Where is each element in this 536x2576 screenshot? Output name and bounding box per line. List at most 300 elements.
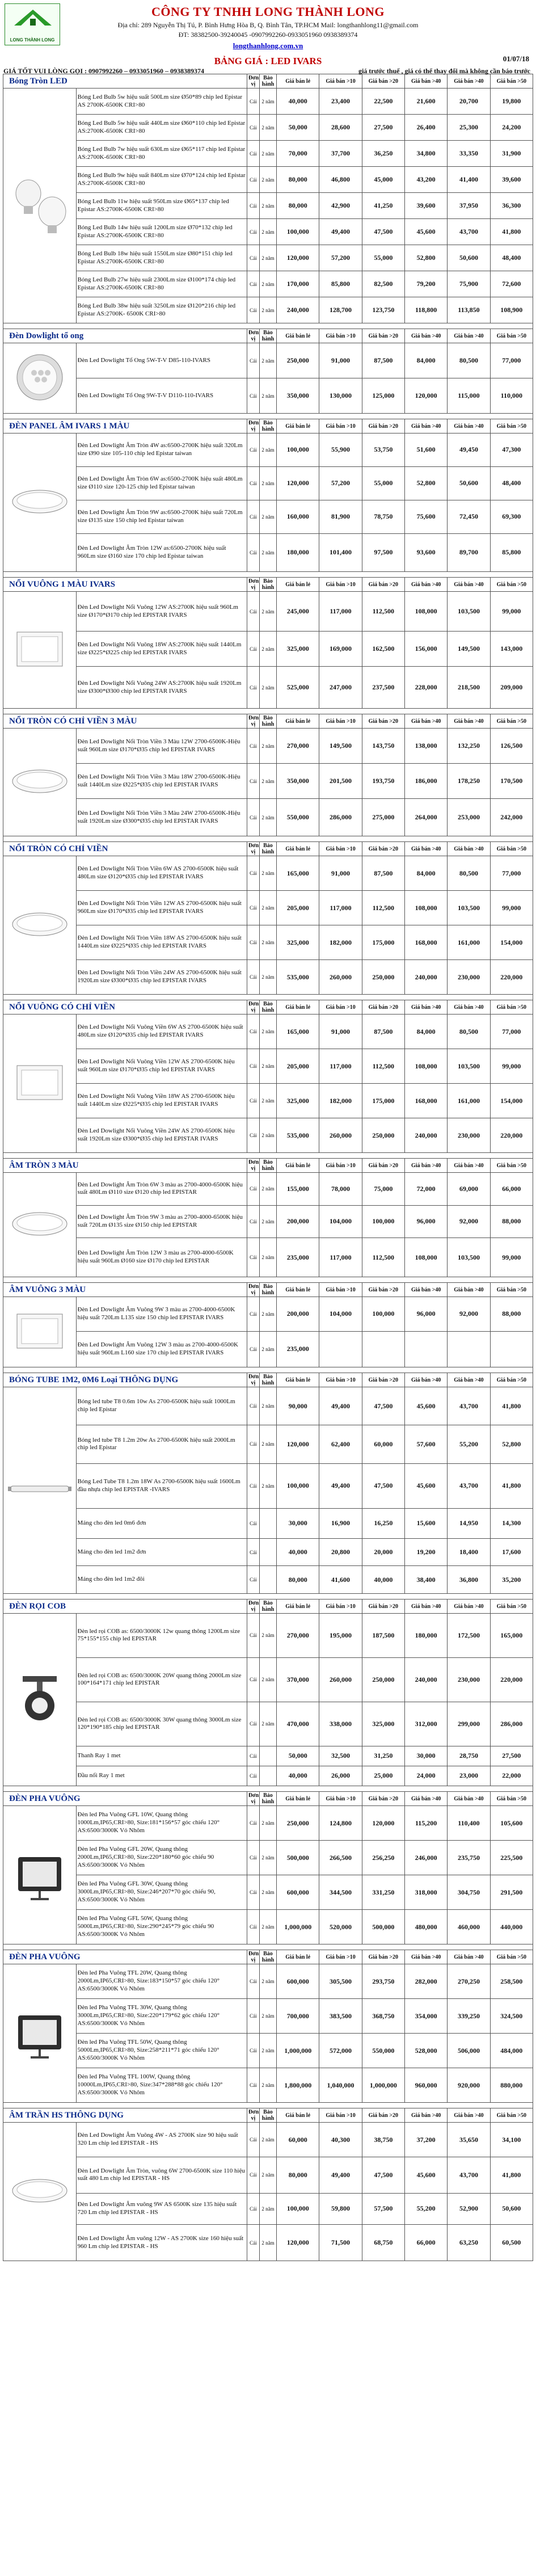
column-header-price-5: Giá bán >50 <box>490 1000 533 1015</box>
product-price: 165,000 <box>277 1015 319 1049</box>
product-price: 40,000 <box>277 1766 319 1786</box>
product-price: 160,000 <box>277 500 319 533</box>
product-warranty: 2 năm <box>259 1910 276 1944</box>
section-title: NỔI VUÔNG CÓ CHỈ VIỀN <box>3 1000 247 1015</box>
product-warranty: 2 năm <box>259 141 276 167</box>
product-unit: Cái <box>247 960 259 995</box>
product-price: 39,600 <box>404 193 447 219</box>
product-price: 69,000 <box>448 1173 490 1206</box>
product-row <box>3 1463 533 1508</box>
column-header-price-5: Giá bán >50 <box>490 1950 533 1964</box>
product-price: 23,400 <box>319 89 362 115</box>
product-warranty: 2 năm <box>259 1657 276 1702</box>
column-header-price-0: Giá bán lẻ <box>277 1792 319 1806</box>
product-unit: Cái <box>247 764 259 799</box>
round-panel-light-icon <box>6 1173 74 1275</box>
product-image-cell <box>3 729 77 836</box>
product-row <box>3 1746 533 1766</box>
product-price: 89,700 <box>448 533 490 571</box>
column-header-price-5: Giá bán >50 <box>490 1373 533 1387</box>
product-price: 45,600 <box>404 1387 447 1425</box>
product-row <box>3 1910 533 1944</box>
section-title: BÓNG TUBE 1M2, 0M6 Loại THÔNG DỤNG <box>3 1373 247 1387</box>
product-price: 209,000 <box>490 667 533 709</box>
product-price: 60,000 <box>277 2123 319 2157</box>
product-name: Đèn Led Dowlight Âm Tròn 9W 3 màu as 2700-4000-6500K hiệu suất 720Lm Ø135 size Ø150 chip led EPISTAR <box>76 1205 247 1238</box>
product-unit: Cái <box>247 891 259 925</box>
product-name: Đèn Led Dowlight Nổi Vuông Viền 24W AS 2700-6500K hiệu suất 1920Lm size Ø300*Ø35 chip led EPISTAR IVARS <box>76 1118 247 1153</box>
product-price: 1,000,000 <box>277 1910 319 1944</box>
product-price: 600,000 <box>277 1875 319 1910</box>
product-price: 21,600 <box>404 89 447 115</box>
column-header-price-3: Giá bán >40 <box>404 2108 447 2123</box>
product-row <box>3 1387 533 1425</box>
product-row <box>3 667 533 709</box>
product-row <box>3 764 533 799</box>
product-price: 51,600 <box>404 433 447 467</box>
product-price: 49,400 <box>319 1463 362 1508</box>
product-price: 59,800 <box>319 2193 362 2224</box>
house-roof-icon <box>13 9 53 28</box>
product-price: 1,040,000 <box>319 2068 362 2103</box>
spacer-cell <box>3 1367 533 1373</box>
product-price: 299,000 <box>448 1702 490 1746</box>
product-price: 312,000 <box>404 1702 447 1746</box>
spacer-cell <box>3 1594 533 1600</box>
product-warranty: 2 năm <box>259 1425 276 1463</box>
product-price: 66,000 <box>490 1173 533 1206</box>
product-price: 48,400 <box>490 245 533 271</box>
price-table <box>3 74 533 2261</box>
product-price: 123,750 <box>362 297 404 323</box>
product-price: 155,000 <box>277 1173 319 1206</box>
column-header-price-4: Giá bán >40 <box>448 2108 490 2123</box>
product-price: 79,200 <box>404 271 447 297</box>
product-row <box>3 1614 533 1658</box>
product-price: 161,000 <box>448 925 490 960</box>
column-header-price-1: Giá bán >10 <box>319 1373 362 1387</box>
column-header-price-0: Giá bán lẻ <box>277 74 319 89</box>
column-header-unit: Đơn vị <box>247 1159 259 1173</box>
product-price: 43,700 <box>448 1387 490 1425</box>
product-image-cell <box>3 343 77 414</box>
product-price: 120,000 <box>277 466 319 500</box>
product-price: 81,900 <box>319 500 362 533</box>
column-header-price-4: Giá bán >40 <box>448 1950 490 1964</box>
product-unit: Cái <box>247 433 259 467</box>
product-price: 260,000 <box>319 960 362 995</box>
product-price: 156,000 <box>404 632 447 667</box>
product-price: 22,500 <box>362 89 404 115</box>
led-tube-icon <box>6 1387 74 1592</box>
column-header-price-2: Giá bán >20 <box>362 1283 404 1297</box>
product-name: Bóng led tube T8 0.6m 10w As 2700-6500K hiệu suất 1000Lm chip led Epistar <box>76 1387 247 1425</box>
product-name: Đèn Led Dowlight Âm Tròn 9W as:6500-2700K hiệu suất 720Lm size Ø135 size 150 chip led Epistar taiwan <box>76 500 247 533</box>
product-price: 500,000 <box>277 1841 319 1875</box>
product-image-cell <box>3 433 77 572</box>
product-name: Đèn Led Dowlight Âm Tròn 4W as:6500-2700K hiệu suất 320Lm size Ø90 size 105-110 chip led Epistar taiwan <box>76 433 247 467</box>
product-price: 256,250 <box>362 1841 404 1875</box>
product-image-cell <box>3 1614 77 1786</box>
product-unit: Cái <box>247 1238 259 1277</box>
product-image-cell <box>3 1387 77 1594</box>
product-unit: Cái <box>247 1015 259 1049</box>
product-warranty: 2 năm <box>259 1964 276 1999</box>
column-header-price-4: Giá bán >40 <box>448 1600 490 1614</box>
product-name: Đèn Led Dowlight Nổi Tròn Viền 18W AS 2700-6500K hiệu suất 1440Lm size Ø225*Ø35 chip led EPISTAR IVARS <box>76 925 247 960</box>
column-header-warranty: Bảo hành <box>259 1159 276 1173</box>
product-price: 31,250 <box>362 1746 404 1766</box>
product-price: 550,000 <box>362 2034 404 2068</box>
round-panel-light-icon <box>6 2123 74 2259</box>
product-unit: Cái <box>247 500 259 533</box>
product-name: Đèn led Pha Vuông GFL 30W, Quang thông 3000Lm,IP65,CRI>80, Size:246*207*70 góc chiếu 90, AS:6500/3000K Vỏ Nhôm <box>76 1875 247 1910</box>
product-price: 92,000 <box>448 1205 490 1238</box>
product-price: 68,750 <box>362 2225 404 2261</box>
product-price: 40,000 <box>277 1538 319 1566</box>
product-name: Đèn Led Dowlight Tổ Ong 5W-T-V D85-110-IVARS <box>76 343 247 378</box>
product-unit: Cái <box>247 1702 259 1746</box>
column-header-price-4: Giá bán >40 <box>448 1373 490 1387</box>
product-unit: Cái <box>247 729 259 764</box>
product-warranty: 2 năm <box>259 1806 276 1841</box>
product-price: 36,800 <box>448 1566 490 1594</box>
product-price: 23,000 <box>448 1766 490 1786</box>
product-price: 52,800 <box>490 1425 533 1463</box>
section-spacer <box>3 1786 533 1792</box>
section-header-row <box>3 578 533 592</box>
product-price: 52,800 <box>404 245 447 271</box>
product-price: 528,000 <box>404 2034 447 2068</box>
product-price: 96,000 <box>404 1297 447 1332</box>
product-unit: Cái <box>247 592 259 632</box>
column-header-price-1: Giá bán >10 <box>319 1600 362 1614</box>
column-header-price-2: Giá bán >20 <box>362 2108 404 2123</box>
product-name: Đèn Led Dowlight Nổi Tròn Viền 3 Màu 18W 2700-6500K-Hiệu suất 1440Lm size Ø225*Ø35 chip led EPISTAR IVARS <box>76 764 247 799</box>
product-warranty: 2 năm <box>259 193 276 219</box>
product-warranty: 2 năm <box>259 1463 276 1508</box>
column-header-price-1: Giá bán >10 <box>319 1000 362 1015</box>
product-unit: Cái <box>247 1118 259 1153</box>
product-price: 50,600 <box>490 2193 533 2224</box>
product-price: 201,500 <box>319 764 362 799</box>
product-row <box>3 2068 533 2103</box>
column-header-price-5: Giá bán >50 <box>490 74 533 89</box>
product-price: 80,000 <box>277 167 319 193</box>
product-price: 126,500 <box>490 729 533 764</box>
product-price: 43,700 <box>448 219 490 245</box>
company-phones: ĐT: 38382500-39240045 -0907992260-0933051960 0938389374 <box>178 31 358 39</box>
product-price: 118,800 <box>404 297 447 323</box>
product-price: 53,750 <box>362 433 404 467</box>
product-price: 32,500 <box>319 1746 362 1766</box>
product-price: 230,000 <box>448 1118 490 1153</box>
product-row <box>3 1049 533 1084</box>
product-row <box>3 1538 533 1566</box>
product-price: 143,000 <box>490 632 533 667</box>
spacer-cell <box>3 1786 533 1792</box>
product-unit: Cái <box>247 1657 259 1702</box>
product-price: 112,500 <box>362 1238 404 1277</box>
product-image-cell <box>3 1297 77 1367</box>
product-price: 154,000 <box>490 925 533 960</box>
product-price: 24,000 <box>404 1766 447 1786</box>
product-warranty: 2 năm <box>259 343 276 378</box>
spacer-cell <box>3 323 533 329</box>
product-price: 1,000,000 <box>277 2034 319 2068</box>
column-header-price-4: Giá bán >40 <box>448 578 490 592</box>
column-header-warranty: Bảo hành <box>259 1000 276 1015</box>
product-price: 49,400 <box>319 1387 362 1425</box>
product-unit: Cái <box>247 167 259 193</box>
company-logo <box>5 3 60 45</box>
product-name: Đèn Led Dowlight Nổi Tròn Viền 12W AS 2700-6500K hiệu suất 960Lm size Ø170*Ø35 chip led EPISTAR IVARS <box>76 891 247 925</box>
column-header-price-3: Giá bán >40 <box>404 1600 447 1614</box>
column-header-unit: Đơn vị <box>247 419 259 433</box>
product-name: Đèn Led Dowlight Âm vuông 12W - AS 2700K size 160 hiệu suất 960 Lm chip led EPISTAR - HS <box>76 2225 247 2261</box>
product-price: 93,600 <box>404 533 447 571</box>
product-warranty: 2 năm <box>259 856 276 891</box>
product-row <box>3 167 533 193</box>
price-list-title: BẢNG GIÁ : LED IVARS <box>214 56 322 66</box>
product-price: 38,750 <box>362 2123 404 2157</box>
column-header-price-4: Giá bán >40 <box>448 1283 490 1297</box>
product-price: 132,250 <box>448 729 490 764</box>
product-name: Đèn Led Dowlight Âm Vuông 9W 3 màu as 2700-4000-6500K hiệu suất 720Lm L135 size 150 chip led EPISTAR IVARS <box>76 1297 247 1332</box>
column-header-price-3: Giá bán >40 <box>404 1950 447 1964</box>
product-price: 40,000 <box>362 1566 404 1594</box>
product-price: 240,000 <box>277 297 319 323</box>
product-row <box>3 533 533 571</box>
column-header-price-0: Giá bán lẻ <box>277 714 319 729</box>
honeycomb-downlight-icon <box>6 343 74 411</box>
product-unit: Cái <box>247 799 259 836</box>
product-price: 168,000 <box>404 1084 447 1118</box>
product-price: 108,900 <box>490 297 533 323</box>
product-warranty: 2 năm <box>259 1387 276 1425</box>
product-price: 225,500 <box>490 1841 533 1875</box>
product-row <box>3 729 533 764</box>
round-surface-light-icon <box>6 730 74 832</box>
product-price: 41,800 <box>490 219 533 245</box>
product-price: 282,000 <box>404 1964 447 1999</box>
product-price: 36,250 <box>362 141 404 167</box>
product-price: 117,000 <box>319 1238 362 1277</box>
product-price <box>404 1331 447 1367</box>
column-header-price-2: Giá bán >20 <box>362 419 404 433</box>
product-row <box>3 115 533 141</box>
product-row <box>3 219 533 245</box>
product-price: 506,000 <box>448 2034 490 2068</box>
product-row <box>3 1297 533 1332</box>
website-link[interactable]: longthanhlong.com.vn <box>233 41 303 50</box>
column-header-warranty: Bảo hành <box>259 1373 276 1387</box>
product-unit: Cái <box>247 1614 259 1658</box>
product-name: Bóng Led Bulb 18w hiệu suất 1550Lm size Ø80*151 chip led Epistar AS:2700K-6500K CRI>80 <box>76 245 247 271</box>
section-spacer <box>3 709 533 714</box>
product-warranty: 2 năm <box>259 297 276 323</box>
product-price: 84,000 <box>404 343 447 378</box>
product-price: 27,500 <box>362 115 404 141</box>
column-header-price-2: Giá bán >20 <box>362 1792 404 1806</box>
product-warranty: 2 năm <box>259 925 276 960</box>
product-name: Đèn Led Dowlight Âm Tròn 12W as:6500-2700K hiệu suất 960Lm size Ø160 size 170 chip led Epistar taiwan <box>76 533 247 571</box>
product-price: 71,500 <box>319 2225 362 2261</box>
product-price: 35,650 <box>448 2123 490 2157</box>
product-unit: Cái <box>247 2123 259 2157</box>
product-price: 103,500 <box>448 891 490 925</box>
product-unit: Cái <box>247 297 259 323</box>
column-header-price-4: Giá bán >40 <box>448 74 490 89</box>
column-header-unit: Đơn vị <box>247 1600 259 1614</box>
section-title: NỔI TRÒN CÓ CHỈ VIỀN 3 MÀU <box>3 714 247 729</box>
column-header-warranty: Bảo hành <box>259 1792 276 1806</box>
product-price: 80,000 <box>277 1566 319 1594</box>
product-price: 293,750 <box>362 1964 404 1999</box>
product-price: 193,750 <box>362 764 404 799</box>
product-price: 26,000 <box>319 1766 362 1786</box>
product-warranty: 2 năm <box>259 1875 276 1910</box>
spacer-cell <box>3 1277 533 1283</box>
product-price: 535,000 <box>277 960 319 995</box>
column-header-price-2: Giá bán >20 <box>362 1600 404 1614</box>
product-price: 250,000 <box>277 343 319 378</box>
product-price: 45,000 <box>362 167 404 193</box>
product-row <box>3 193 533 219</box>
column-header-price-4: Giá bán >40 <box>448 1159 490 1173</box>
product-row <box>3 466 533 500</box>
column-header-price-1: Giá bán >10 <box>319 714 362 729</box>
product-unit: Cái <box>247 1875 259 1910</box>
product-price: 28,600 <box>319 115 362 141</box>
product-name: Bóng Led Bulb 38w hiệu suất 3250Lm size Ø120*216 chip led Epistar AS:2700K- 6500K CRI>80 <box>76 297 247 323</box>
product-unit: Cái <box>247 89 259 115</box>
column-header-price-1: Giá bán >10 <box>319 578 362 592</box>
section-spacer <box>3 836 533 842</box>
product-unit: Cái <box>247 2225 259 2261</box>
product-price: 49,400 <box>319 219 362 245</box>
product-price: 180,000 <box>277 533 319 571</box>
product-price: 31,900 <box>490 141 533 167</box>
product-warranty: 2 năm <box>259 1084 276 1118</box>
product-price: 43,700 <box>448 1463 490 1508</box>
product-price: 187,500 <box>362 1614 404 1658</box>
product-price: 77,000 <box>490 1015 533 1049</box>
product-name: Đèn Led Dowlight Âm Tròn 12W 3 màu as 2700-4000-6500K hiệu suất 960Lm Ø160 size Ø170 chip led EPISTAR <box>76 1238 247 1277</box>
product-price: 237,500 <box>362 667 404 709</box>
product-unit: Cái <box>247 466 259 500</box>
product-warranty: 2 năm <box>259 2068 276 2103</box>
product-price: 266,500 <box>319 1841 362 1875</box>
product-price: 270,000 <box>277 1614 319 1658</box>
column-header-price-1: Giá bán >10 <box>319 842 362 856</box>
led-bulb-icon <box>6 103 74 307</box>
product-price: 112,500 <box>362 1049 404 1084</box>
product-price: 484,000 <box>490 2034 533 2068</box>
product-price: 20,800 <box>319 1538 362 1566</box>
product-unit: Cái <box>247 141 259 167</box>
product-price: 138,000 <box>404 729 447 764</box>
product-price: 154,000 <box>490 1084 533 1118</box>
column-header-price-2: Giá bán >20 <box>362 1000 404 1015</box>
column-header-price-0: Giá bán lẻ <box>277 329 319 343</box>
product-warranty: 2 năm <box>259 2123 276 2157</box>
product-price: 331,250 <box>362 1875 404 1910</box>
product-unit: Cái <box>247 378 259 414</box>
spacer-cell <box>3 1944 533 1950</box>
product-price: 235,000 <box>277 1331 319 1367</box>
product-warranty: 2 năm <box>259 89 276 115</box>
product-price: 50,600 <box>448 245 490 271</box>
product-price: 318,000 <box>404 1875 447 1910</box>
section-title: NỔI TRÒN CÓ CHỈ VIỀN <box>3 842 247 856</box>
product-price: 115,000 <box>448 378 490 414</box>
product-price: 72,600 <box>490 271 533 297</box>
product-price: 25,000 <box>362 1766 404 1786</box>
product-name: Đầu nối Ray 1 met <box>76 1766 247 1786</box>
column-header-warranty: Bảo hành <box>259 842 276 856</box>
product-name: Đèn Led Dowlight Âm Tròn, vuông 6W 2700-6500K size 110 hiệu suất 480 Lm chip led EPISTAR - HS <box>76 2157 247 2194</box>
column-header-price-5: Giá bán >50 <box>490 2108 533 2123</box>
product-name: Đèn Led Dowlight Nổi Tròn Viền 3 Màu 12W 2700-6500K-Hiệu suất 960Lm size Ø170*Ø35 chip led EPISTAR IVARS <box>76 729 247 764</box>
column-header-price-0: Giá bán lẻ <box>277 1373 319 1387</box>
product-price: 101,400 <box>319 533 362 571</box>
product-name: Đèn Led Dowlight Âm Vuông 4W - AS 2700K size 90 hiệu suất 320 Lm chip led EPISTAR - HS <box>76 2123 247 2157</box>
product-name: Đèn Led Dowlight Nổi Vuông Viền 18W AS 2700-6500K hiệu suất 1440Lm size Ø225*Ø35 chip led EPISTAR IVARS <box>76 1084 247 1118</box>
product-warranty: 2 năm <box>259 433 276 467</box>
product-price: 99,000 <box>490 1238 533 1277</box>
column-header-unit: Đơn vị <box>247 2108 259 2123</box>
column-header-price-4: Giá bán >40 <box>448 714 490 729</box>
product-price: 91,000 <box>319 856 362 891</box>
column-header-warranty: Bảo hành <box>259 578 276 592</box>
product-unit: Cái <box>247 667 259 709</box>
column-header-price-1: Giá bán >10 <box>319 2108 362 2123</box>
product-unit: Cái <box>247 1910 259 1944</box>
column-header-price-2: Giá bán >20 <box>362 329 404 343</box>
product-price: 240,000 <box>404 1118 447 1153</box>
product-warranty: 2 năm <box>259 245 276 271</box>
column-header-unit: Đơn vị <box>247 329 259 343</box>
product-price: 383,500 <box>319 1999 362 2034</box>
product-price: 105,600 <box>490 1806 533 1841</box>
product-price: 72,000 <box>404 1173 447 1206</box>
product-price: 62,400 <box>319 1425 362 1463</box>
product-price: 72,450 <box>448 500 490 533</box>
product-price: 170,000 <box>277 271 319 297</box>
product-price: 370,000 <box>277 1657 319 1702</box>
product-price: 85,800 <box>319 271 362 297</box>
product-price: 48,400 <box>490 466 533 500</box>
product-price: 149,500 <box>448 632 490 667</box>
section-spacer <box>3 1944 533 1950</box>
column-header-warranty: Bảo hành <box>259 1283 276 1297</box>
product-price: 55,000 <box>362 245 404 271</box>
column-header-price-1: Giá bán >10 <box>319 1950 362 1964</box>
column-header-price-0: Giá bán lẻ <box>277 578 319 592</box>
product-name: Đèn led Pha Vuông TFL 30W, Quang thông 3000Lm,IP65,CRI>80, Size:220*179*62 góc chiếu 120° AS:6500/3000K Vỏ Nhôm <box>76 1999 247 2034</box>
product-price: 26,400 <box>404 115 447 141</box>
product-unit: Cái <box>247 2157 259 2194</box>
product-warranty <box>259 1766 276 1786</box>
hotline-text: GIÁ TỐT VUI LÒNG GỌI : 0907992260 – 0933051960 – 0938389374 <box>3 67 205 75</box>
product-price: 240,000 <box>404 1657 447 1702</box>
product-warranty: 2 năm <box>259 891 276 925</box>
product-price: 77,000 <box>490 343 533 378</box>
product-price: 169,000 <box>319 632 362 667</box>
product-price: 55,200 <box>448 1425 490 1463</box>
column-header-price-0: Giá bán lẻ <box>277 419 319 433</box>
